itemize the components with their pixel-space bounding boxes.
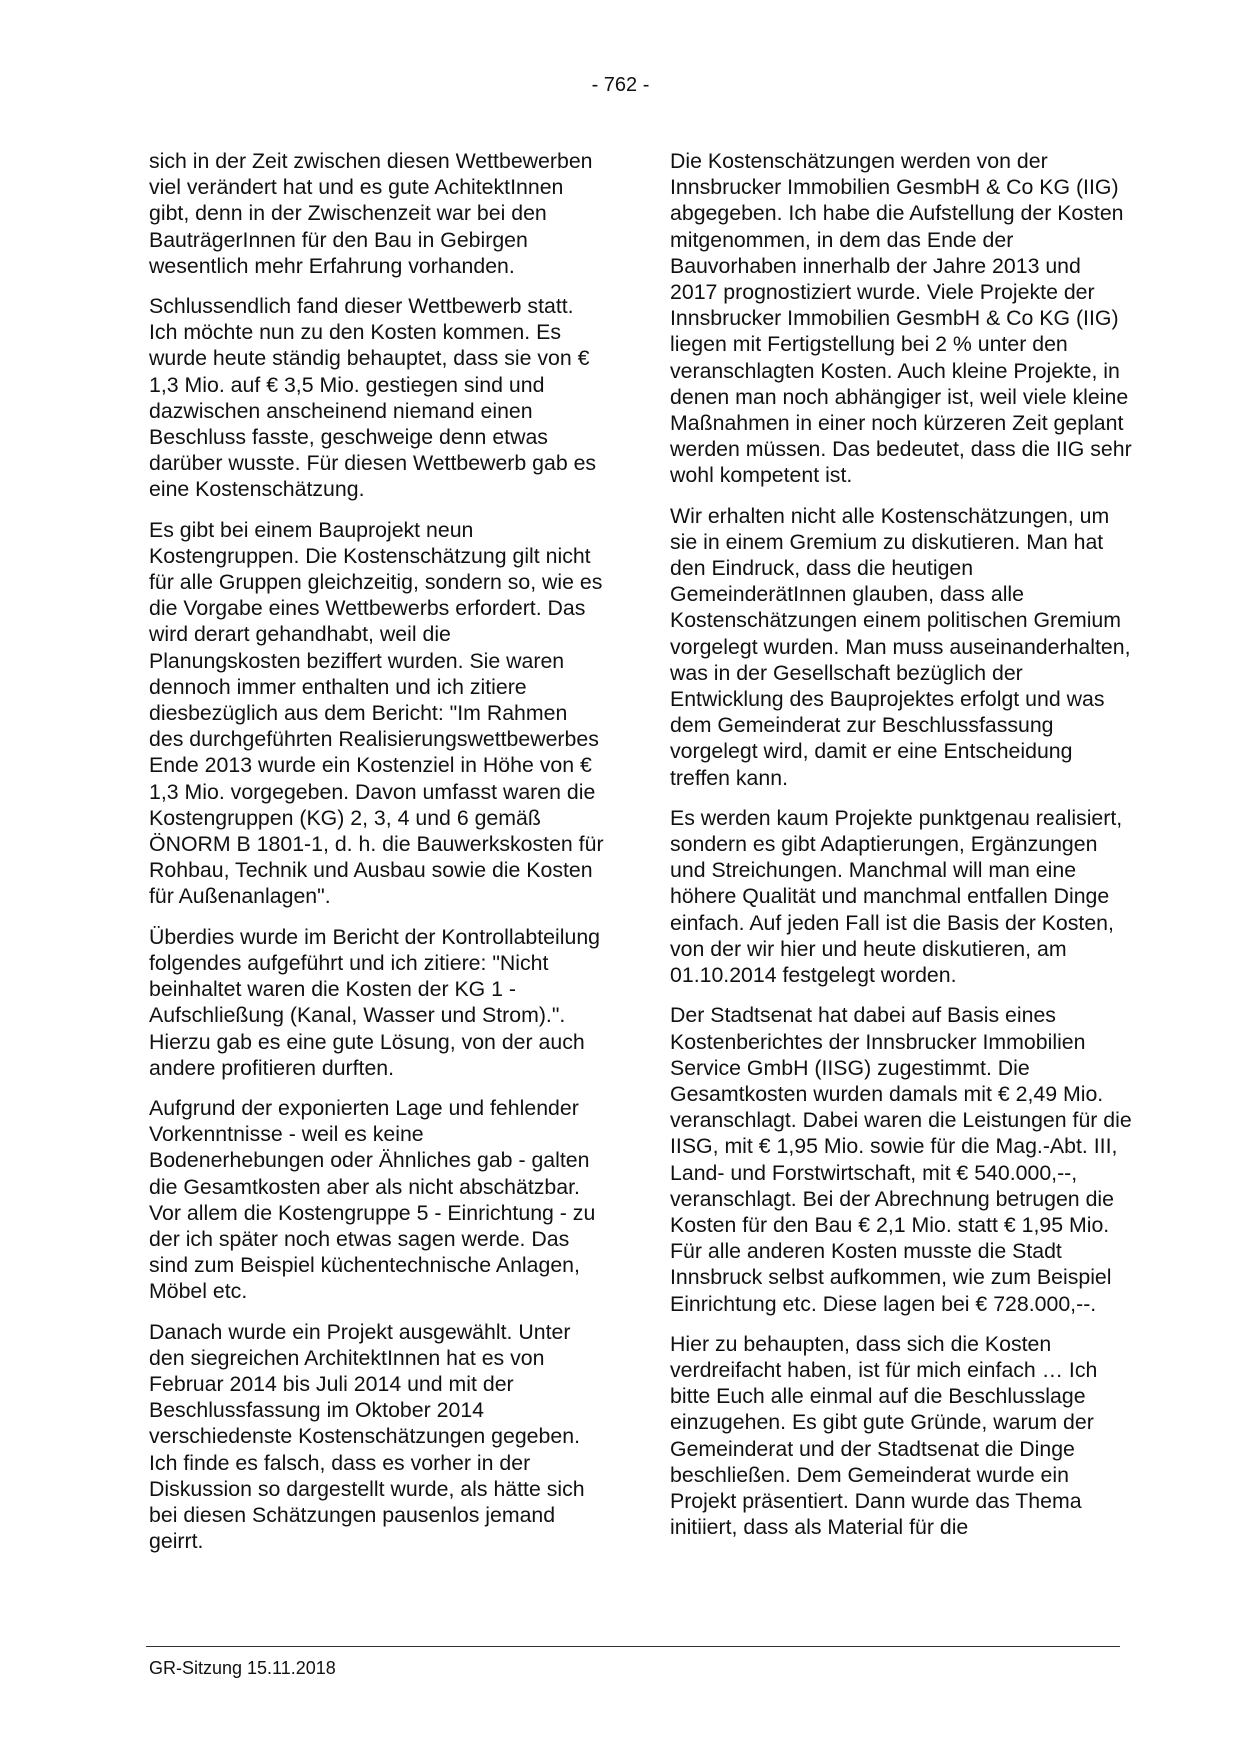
paragraph: Die Kostenschätzungen werden von der Innsbrucker Immobilien GesmbH & Co KG (IIG) abgegeben. Ich habe die Aufstellung der Kosten mitgenommen, in dem das Ende der Bauvorhaben innerhalb der Jahre 2013 und 2017 prognostiziert wurde. Viele Projekte der Innsbrucker Immobilien GesmbH & Co KG (IIG) liegen mit Fertigstellung bei 2 % unter den veranschlagten Kosten. Auch kleine Projekte, in denen man noch abhängiger ist, weil viele kleine Maßnahmen in einer noch kürzeren Zeit geplant werden müssen. Das bedeutet, dass die IIG sehr wohl kompetent ist.: [670, 149, 1132, 488]
paragraph: Es gibt bei einem Bauprojekt neun Kostengruppen. Die Kostenschätzung gilt nicht für alle Gruppen gleichzeitig, sondern so, wie es die Vorgabe eines Wettbewerbs erfordert. Das wird derart gehandhabt, weil die Planungskosten beziffert wurden. Sie waren dennoch immer enthalten und ich zitiere diesbezüglich aus dem Bericht: "Im Rahmen des durchgeführten Realisierungswettbewerbes Ende 2013 wurde ein Kostenziel in Höhe von € 1,3 Mio. vorgegeben. Davon umfasst waren die Kostengruppen (KG) 2, 3, 4 und 6 gemäß ÖNORM B 1801-1, d. h. die Bauwerkskosten für Rohbau, Technik und Ausbau sowie die Kosten für Außenanlagen".: [149, 517, 604, 909]
footer-divider: [146, 1646, 1120, 1647]
paragraph: Schlussendlich fand dieser Wettbewerb statt. Ich möchte nun zu den Kosten kommen. Es wurde heute ständig behauptet, dass sie von € 1,3 Mio. auf € 3,5 Mio. gestiegen sind und dazwischen anscheinend niemand einen Beschluss fasste, geschweige denn etwas darüber wusste. Für diesen Wettbewerb gab es eine Kostenschätzung.: [149, 294, 597, 502]
paragraph: Hier zu behaupten, dass sich die Kosten verdreifacht haben, ist für mich einfach … Ich bitte Euch alle einmal auf die Beschlusslage einzugehen. Es gibt gute Gründe, warum der Gemeinderat und der Stadtsenat die Dinge beschließen. Dem Gemeinderat wurde ein Projekt präsentiert. Dann wurde das Thema initiiert, dass als Material für die: [670, 1331, 1098, 1540]
footer-session-label: GR-Sitzung 15.11.2018: [149, 1658, 336, 1678]
paragraph: Überdies wurde im Bericht der Kontrollabteilung folgendes aufgeführt und ich zitiere: "Nicht beinhaltet waren die Kosten der KG 1 - Aufschließung (Kanal, Wasser und Strom).". Hierzu gab es eine gute Lösung, von der auch andere profitieren durften.: [149, 924, 601, 1080]
paragraph: Der Stadtsenat hat dabei auf Basis eines Kostenberichtes der Innsbrucker Immobilien Service GmbH (IISG) zugestimmt. Die Gesamtkosten wurden damals mit € 2,49 Mio. veranschlagt. Dabei waren die Leistungen für die IISG, mit € 1,95 Mio. sowie für die Mag.-Abt. III, Land- und Forstwirtschaft, mit € 540.000,--, veranschlagt. Bei der Abrechnung betrugen die Kosten für den Bau € 2,1 Mio. statt € 1,95 Mio. Für alle anderen Kosten musste die Stadt Innsbruck selbst aufkommen, wie zum Beispiel Einrichtung etc. Diese lagen bei € 728.000,--.: [670, 1003, 1132, 1316]
paragraph: sich in der Zeit zwischen diesen Wettbewerben viel verändert hat und es gute AchitektInnen gibt, denn in der Zwischenzeit war bei den BauträgerInnen für den Bau in Gebirgen wesentlich mehr Erfahrung vorhanden.: [149, 149, 593, 278]
right-text-column: [670, 148, 1132, 1554]
paragraph: Es werden kaum Projekte punktgenau realisiert, sondern es gibt Adaptierungen, Ergänzungen und Streichungen. Manchmal will man eine höhere Qualität und manchmal entfallen Dinge einfach. Auf jeden Fall ist die Basis der Kosten, von der wir hier und heute diskutieren, am 01.10.2014 festgelegt worden.: [670, 805, 1123, 988]
left-text-column: [149, 148, 604, 1568]
paragraph: Wir erhalten nicht alle Kostenschätzungen, um sie in einem Gremium zu diskutieren. Man hat den Eindruck, dass die heutigen GemeinderätInnen glauben, dass alle Kostenschätzungen einem politischen Gremium vorgelegt wurden. Man muss auseinanderhalten, was in der Gesellschaft bezüglich der Entwicklung des Bauprojektes erfolgt und was dem Gemeinderat zur Beschlussfassung vorgelegt wird, damit er eine Entscheidung treffen kann.: [670, 503, 1131, 790]
paragraph: Danach wurde ein Projekt ausgewählt. Unter den siegreichen ArchitektInnen hat es von Februar 2014 bis Juli 2014 und mit der Beschlussfassung im Oktober 2014 verschiedenste Kostenschätzungen gegeben. Ich finde es falsch, dass es vorher in der Diskussion so dargestellt wurde, als hätte sich bei diesen Schätzungen pausenlos jemand geirrt.: [149, 1319, 585, 1554]
paragraph: Aufgrund der exponierten Lage und fehlender Vorkenntnisse - weil es keine Bodenerhebungen oder Ähnliches gab - galten die Gesamtkosten aber als nicht abschätzbar. Vor allem die Kostengruppe 5 - Einrichtung - zu der ich später noch etwas sagen werde. Das sind zum Beispiel küchentechnische Anlagen, Möbel etc.: [149, 1095, 596, 1304]
page-number: - 762 -: [591, 74, 650, 96]
